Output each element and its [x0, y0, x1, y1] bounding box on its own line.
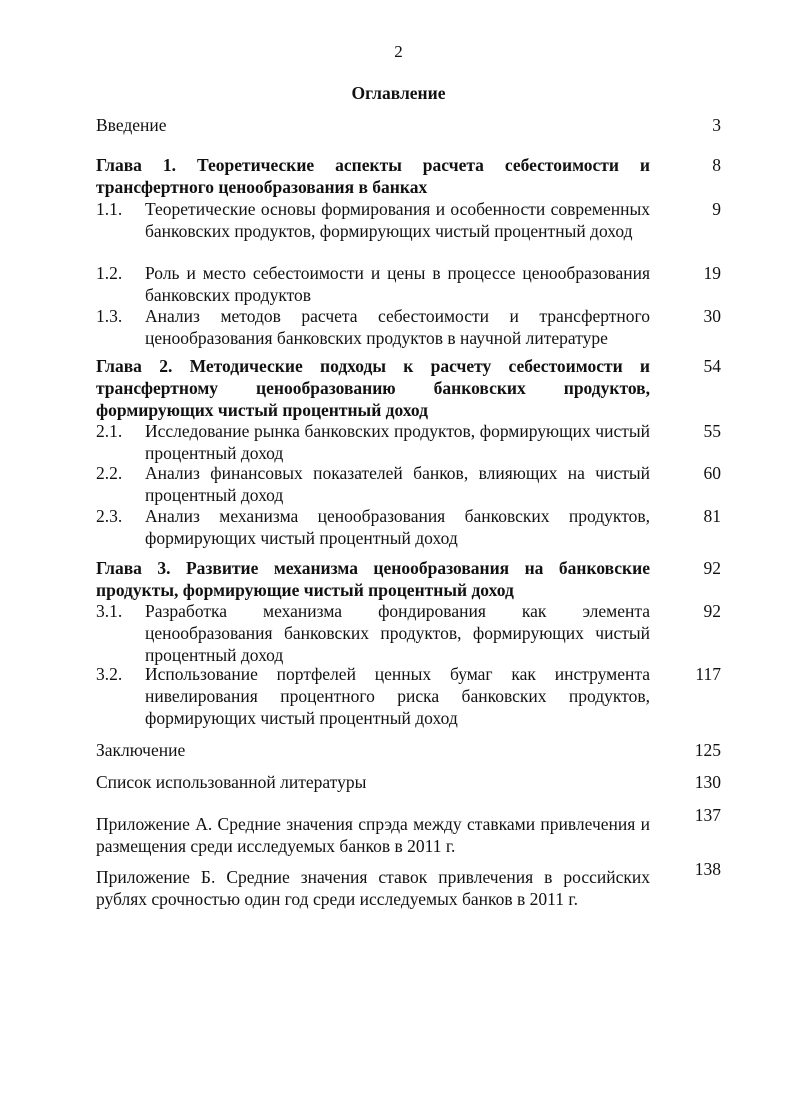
- toc-entry-page: 137: [694, 805, 721, 825]
- page-number: 2: [394, 42, 403, 61]
- toc-entry-label: Заключение: [96, 740, 186, 760]
- toc-entry-label: Использование портфелей ценных бумаг как инструмента нивелирования процентного риска банковских продуктов, формирующих чистый процентный доход: [145, 664, 650, 728]
- toc-entry-page: 117: [695, 664, 721, 684]
- toc-entry-label: Исследование рынка банковских продуктов, формирующих чистый процентный доход: [145, 421, 650, 463]
- toc-entry-label: Разработка механизма фондирования как элемента ценообразования банковских продуктов, формирующих чистый процентный доход: [145, 601, 650, 665]
- toc-entry-number: 1.2.: [96, 263, 123, 283]
- toc-entry-page: 92: [703, 601, 721, 621]
- toc-entry-page: 130: [694, 772, 721, 792]
- toc-entry-number: 1.3.: [96, 306, 123, 326]
- toc-entry-page: 3: [712, 115, 721, 135]
- toc-title: Оглавление: [351, 83, 446, 103]
- toc-entry-page: 8: [712, 155, 721, 175]
- toc-entry-label: Глава 1. Теоретические аспекты расчета себестоимости и трансфертного ценообразования в банках: [96, 155, 650, 197]
- toc-entry-number: 2.1.: [96, 421, 123, 441]
- toc-entry-label: Роль и место себестоимости и цены в процессе ценообразования банковских продуктов: [145, 263, 650, 305]
- toc-entry-page: 138: [694, 859, 721, 879]
- toc-entry-page: 55: [703, 421, 721, 441]
- toc-entry-label: Анализ механизма ценообразования банковских продуктов, формирующих чистый процентный доход: [145, 506, 650, 548]
- toc-entry-page: 92: [703, 558, 721, 578]
- toc-entry-label: Приложение Б. Средние значения ставок привлечения в российских рублях срочностью один год среди исследуемых банков в 2011 г.: [96, 867, 650, 909]
- toc-entry-label: Глава 2. Методические подходы к расчету себестоимости и трансфертному ценообразованию банковских продуктов, формирующих чистый процентный доход: [96, 356, 650, 420]
- toc-entry-label: Теоретические основы формирования и особенности современных банковских продуктов, формирующих чистый процентный доход: [145, 199, 650, 241]
- toc-entry-label: Приложение А. Средние значения спрэда между ставками привлечения и размещения среди исследуемых банков в 2011 г.: [96, 814, 650, 856]
- toc-entry-label: Введение: [96, 115, 167, 135]
- toc-entry-label: Анализ методов расчета себестоимости и трансфертного ценообразования банковских продуктов в научной литературе: [145, 306, 650, 348]
- toc-entry-page: 54: [703, 356, 721, 376]
- toc-entry-page: 9: [712, 199, 721, 219]
- toc-entry-page: 19: [703, 263, 721, 283]
- toc-entry-page: 30: [703, 306, 721, 326]
- toc-entry-page: 81: [703, 506, 721, 526]
- toc-entry-label: Анализ финансовых показателей банков, влияющих на чистый процентный доход: [145, 463, 650, 505]
- toc-entry-number: 3.1.: [96, 601, 123, 621]
- toc-entry-number: 1.1.: [96, 199, 123, 219]
- toc-entry-number: 2.3.: [96, 506, 123, 526]
- toc-entry-label: Список использованной литературы: [96, 772, 367, 792]
- toc-entry-number: 3.2.: [96, 664, 123, 684]
- toc-entry-page: 125: [694, 740, 721, 760]
- toc-entry-label: Глава 3. Развитие механизма ценообразования на банковские продукты, формирующие чистый процентный доход: [96, 558, 650, 600]
- toc-entry-number: 2.2.: [96, 463, 123, 483]
- toc-entry-page: 60: [703, 463, 721, 483]
